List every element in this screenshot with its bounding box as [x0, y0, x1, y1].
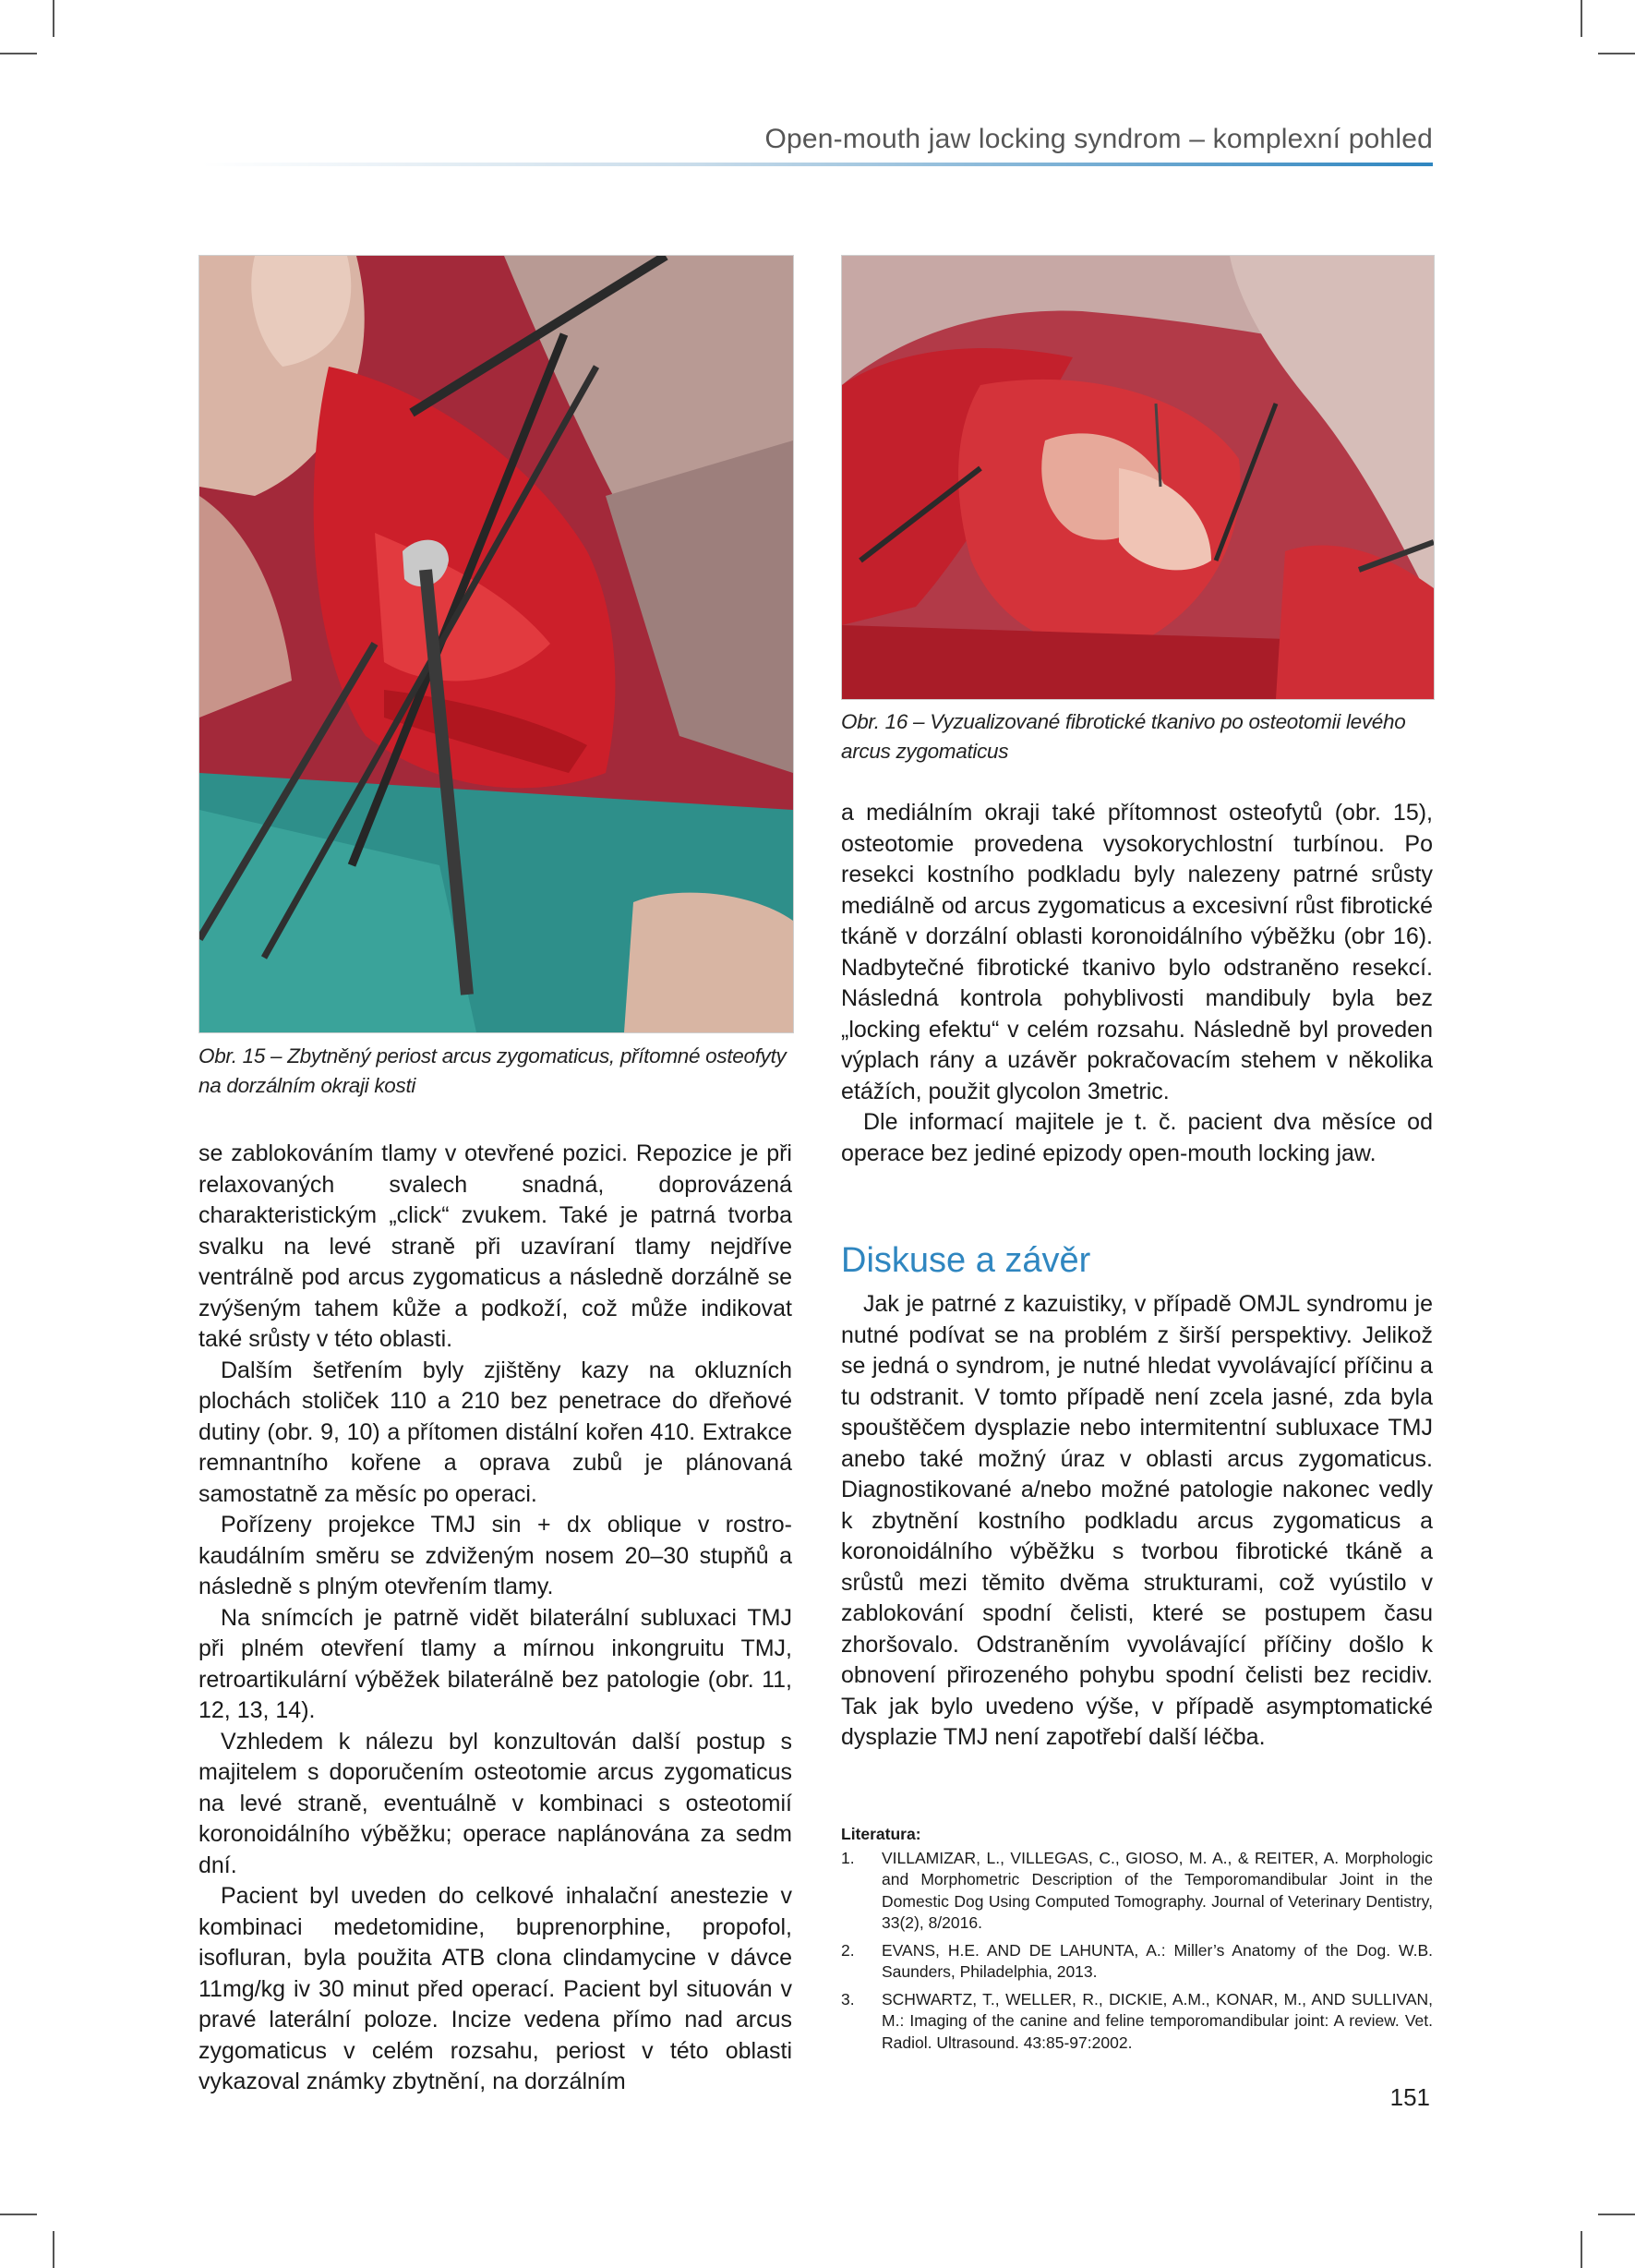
figure-15-caption: Obr. 15 – Zbytněný periost arcus zygomaticus, přítomné osteofyty na dorzálním okraji kosti — [198, 1044, 787, 1097]
references — [841, 1824, 1433, 2059]
crop-mark — [53, 2231, 54, 2268]
crop-mark — [1581, 0, 1582, 37]
crop-mark — [1581, 2231, 1582, 2268]
reference-text: VILLAMIZAR, L., VILLEGAS, C., GIOSO, M. A., & REITER, A. Morphologic and Morphometric Description of the Temporomandibular Joint in the Domestic Dog Using Computed Tomography. Journal of Veterinary Dentistry, 33(2), 8/2016. — [882, 1848, 1433, 1932]
paragraph: Pořízeny projekce TMJ sin + dx oblique v rostro-kaudálním směru se zdviženým nosem 20–30 stupňů a následně s plným otevřením tlamy. — [198, 1512, 792, 1599]
figure-16-photo — [841, 255, 1435, 700]
paragraph: Pacient byl uveden do celkové inhalační anestezie v kombinaci medetomidine, buprenorphine, propofol, isofluran, byla použita ATB clona clindamycine v dávce 11mg/kg iv 30 minut před operací. Pacient byl situován v pravé laterální poloze. Incize vedena přímo nad arcus zygomaticus v celém rozsahu, periost v této oblasti vykazoval známky zbytnění, na dorzálním — [198, 1883, 792, 2094]
page-number: 151 — [1389, 2083, 1430, 2111]
paragraph: a mediálním okraji také přítomnost osteofytů (obr. 15), osteotomie provedena vysokorychlostní turbínou. Po resekci kostního podkladu byly nalezeny patrné srůsty mediálně od arcus zygomaticus a excesivní růst fibrotické tkáně v dorzální oblasti koronoidálního výběžku (obr 16). Nadbytečné fibrotické tkanivo bylo odstraněno resekcí. Následná kontrola pohyblivosti mandibuly byla bez „locking efektu“ v celém rozsahu. Následně byl proveden výplach rány a uzávěr pokračovacím stehem v několika etážích, použit glycolon 3metric. — [841, 800, 1433, 1104]
paragraph: Dalším šetřením byly zjištěny kazy na okluzních plochách stoliček 110 a 210 bez penetrace do dřeňové dutiny (obr. 9, 10) a přítomen distální kořen 410. Extrakce remnantního kořene a oprava zubů je plánovaná samostatně za měsíc po operaci. — [198, 1357, 792, 1507]
figure-15-photo — [198, 255, 794, 1033]
reference-item — [841, 1940, 1433, 1984]
paragraph: Jak je patrné z kazuistiky, v případě OMJL syndromu je nutné podívat se na problém z širší perspektivy. Jelikož se jedná o syndrom, je nutné hledat vyvolávající příčinu a tu odstranit. V tomto případě není zcela jasné, zda byla spouštěčem dysplazie nebo intermitentní subluxace TMJ anebo také možný úraz v oblasti arcus zygomaticus. Diagnostikované a/nebo možné patologie nakonec vedly k zbytnění kostního podkladu arcus zygomaticus a koronoidálního výběžku s tvorbou fibrotické tkáně a srůstů mezi těmito dvěma strukturami, což vyústilo v zablokování spodní čelisti, které se postupem času zhoršovalo. Odstraněním vyvolávající příčiny došlo k obnovení přirozeného pohybu spodní čelisti bez recidiv. Tak jak bylo uvedeno výše, v případě asymptomatické dysplazie TMJ není zapotřebí další léčba. — [841, 1291, 1433, 1750]
crop-mark — [0, 53, 37, 54]
reference-number: 1. — [841, 1848, 855, 1867]
left-column-text — [198, 1139, 792, 2098]
reference-item — [841, 1848, 1433, 1935]
reference-number: 3. — [841, 1989, 855, 2009]
right-column-text — [841, 798, 1433, 1169]
reference-text: EVANS, H.E. AND DE LAHUNTA, A.: Miller’s Anatomy of the Dog. W.B. Saunders, Philadelphia, 2013. — [882, 1940, 1433, 1981]
figure-16-caption: Obr. 16 – Vyzualizované fibrotické tkanivo po osteotomii levého arcus zygomaticus — [841, 710, 1406, 763]
crop-mark — [0, 2214, 37, 2215]
running-header: Open-mouth jaw locking syndrom – komplexní pohled — [764, 124, 1433, 154]
paragraph: Dle informací majitele je t. č. pacient dva měsíce od operace bez jediné epizody open-mouth locking jaw. — [841, 1109, 1433, 1166]
crop-mark — [1598, 2214, 1635, 2215]
header-rule — [202, 163, 1433, 166]
paragraph: Vzhledem k nálezu byl konzultován další postup s majitelem s doporučením osteotomie arcus zygomaticus na levé straně, eventuálně v kombinaci s osteotomií koronoidálního výběžku; operace naplánována za sedm dní. — [198, 1728, 792, 1878]
references-title: Literatura: — [841, 1825, 921, 1843]
reference-item — [841, 1989, 1433, 2055]
paragraph: Na snímcích je patrně vidět bilaterální subluxaci TMJ při plném otevření tlamy a mírnou inkongruitu TMJ, retroartikulární výběžek bilaterálně bez patologie (obr. 11, 12, 13, 14). — [198, 1604, 792, 1723]
discussion-text — [841, 1289, 1433, 1754]
crop-mark — [1598, 53, 1635, 54]
crop-mark — [53, 0, 54, 37]
reference-number: 2. — [841, 1940, 855, 1960]
reference-text: SCHWARTZ, T., WELLER, R., DICKIE, A.M., KONAR, M., AND SULLIVAN, M.: Imaging of the canine and feline temporomandibular joint: A review. Vet. Radiol. Ultrasound. 43:85-97:2002. — [882, 1989, 1433, 2052]
paragraph: se zablokováním tlamy v otevřené pozici. Repozice je při relaxovaných svalech snadná, doprovázená charakteristickým „click“ zvukem. Také je patrná tvorba svalku na levé straně při uzavíraní tlamy nejdříve ventrálně pod arcus zygomaticus a následně dorzálně se zvýšeným tahem kůže a podkoží, což může indikovat také srůsty v této oblasti. — [198, 1140, 792, 1352]
section-heading: Diskuse a závěr — [841, 1241, 1091, 1280]
